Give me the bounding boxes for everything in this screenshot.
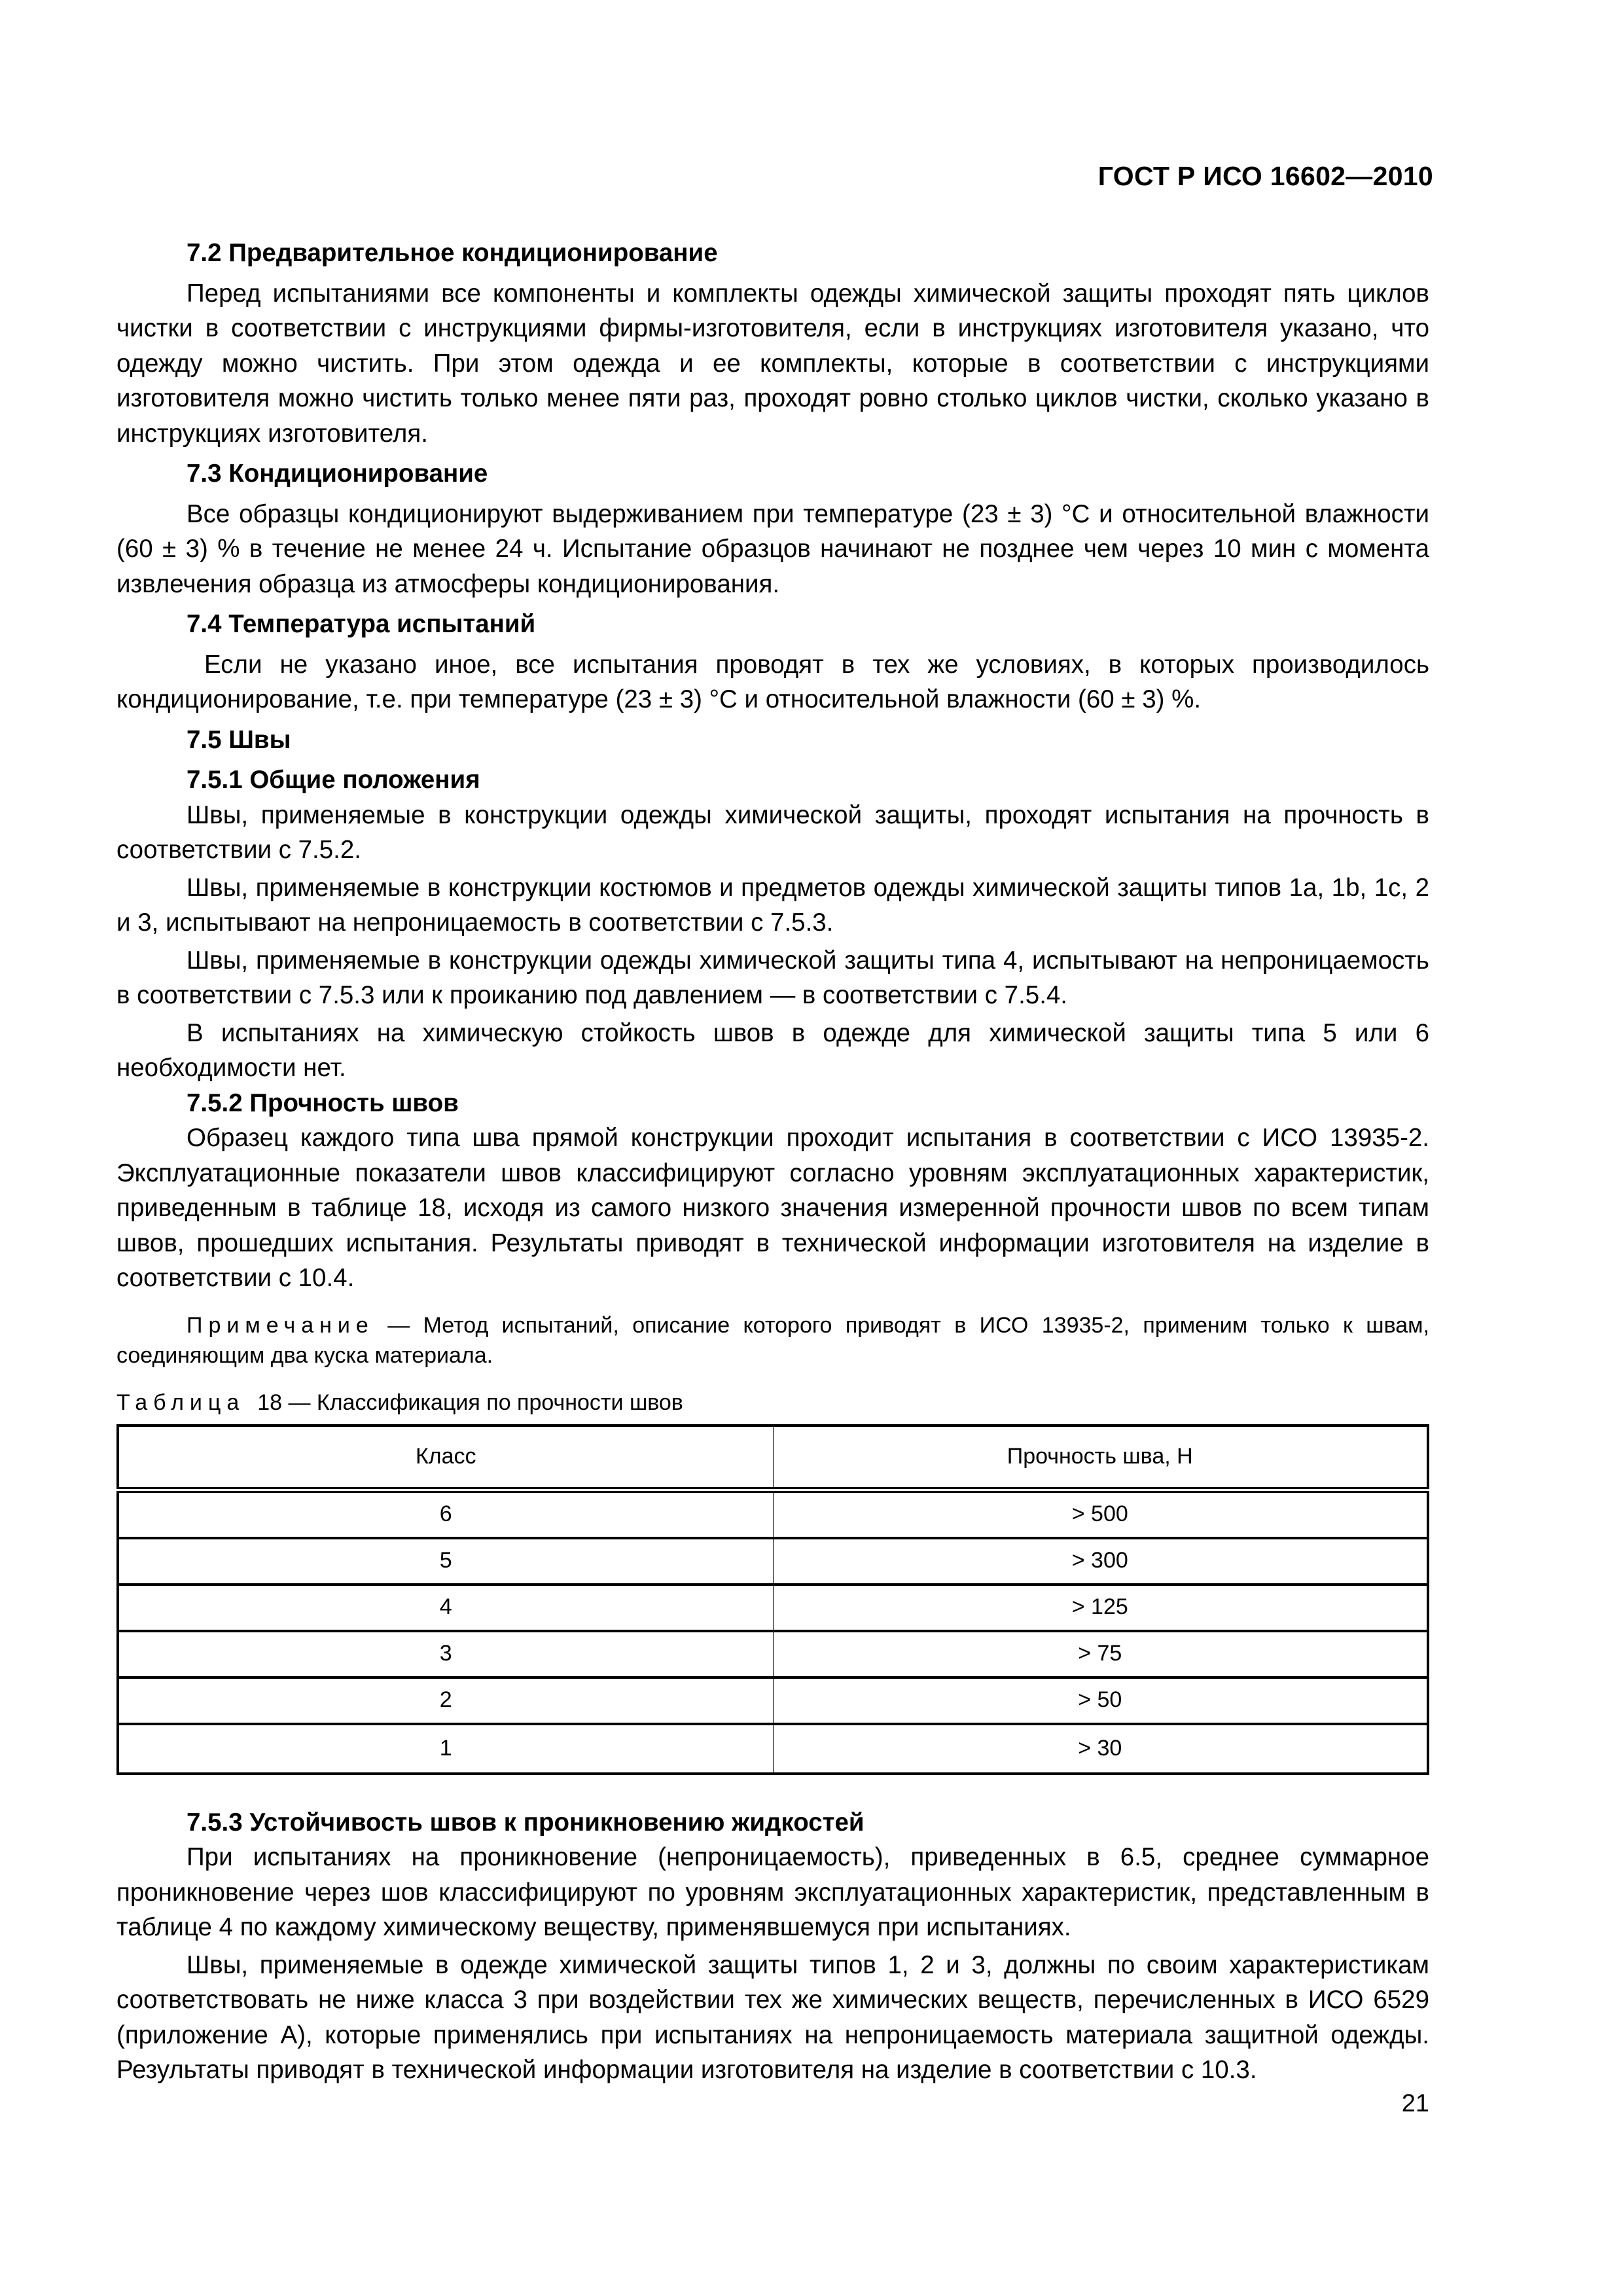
paragraph: Швы, применяемые в конструкции одежды химической защиты, проходят испытания на прочность в соответствии с 7.5.2. bbox=[116, 800, 1429, 864]
table-caption-label: Таблица bbox=[116, 1390, 245, 1415]
table-cell-class: 4 bbox=[118, 1585, 773, 1631]
section-heading-7-5-1: 7.5.1 Общие положения bbox=[187, 766, 480, 794]
table-row bbox=[118, 1677, 1428, 1724]
table-cell-strength: > 300 bbox=[773, 1538, 1428, 1585]
table-cell-strength: > 500 bbox=[773, 1490, 1428, 1538]
table-cell-strength: > 75 bbox=[773, 1631, 1428, 1677]
section-heading-7-3: 7.3 Кондиционирование bbox=[187, 459, 488, 488]
note bbox=[116, 1310, 1429, 1371]
table-cell-class: 5 bbox=[118, 1538, 773, 1585]
seam-strength-table bbox=[116, 1424, 1429, 1775]
spacer bbox=[116, 1775, 1429, 1805]
document-code: ГОСТ Р ИСО 16602—2010 bbox=[1097, 161, 1433, 191]
paragraph: Швы, применяемые в конструкции костюмов и предметов одежды химической защиты типов 1а, 1b, 1с, 2 и 3, испытывают на непроницаемость в соответствии с 7.5.3. bbox=[116, 873, 1429, 937]
table-row bbox=[118, 1631, 1428, 1677]
table-header-row bbox=[118, 1426, 1428, 1490]
table-caption-text: 18 — Классификация по прочности швов bbox=[245, 1390, 683, 1415]
paragraph: Образец каждого типа шва прямой конструкции проходит испытания в соответствии с ИСО 13935-2. Эксплуатационные показатели швов классифицируют согласно уровням эксплуатационных характеристик, приведенным в таблице 18, исходя из самого низкого значения измеренной прочности швов по всем типам швов, прошедших испытания. Результаты приводят в технической информации изготовителя на изделие в соответствии с 10.4. bbox=[116, 1124, 1429, 1292]
table-cell-class: 3 bbox=[118, 1631, 773, 1677]
section-heading-7-5: 7.5 Швы bbox=[187, 725, 291, 754]
paragraph: Швы, применяемые в конструкции одежды химической защиты типа 4, испытывают на непроницаемость в соответствии с 7.5.3 или к проиканию под давлением — в соответствии с 7.5.4. bbox=[116, 946, 1429, 1009]
paragraph: При испытаниях на проникновение (непроницаемость), приведенных в 6.5, среднее суммарное проникновение через шов классифицируют по уровням эксплуатационных характеристик, представленным в таблице 4 по каждому химическому веществу, применявшемуся при испытаниях. bbox=[116, 1843, 1429, 1941]
table-cell-class: 1 bbox=[118, 1724, 773, 1774]
note-label: Примечание bbox=[187, 1312, 374, 1338]
paragraph: Все образцы кондиционируют выдерживанием при температуре (23 ± 3) °С и относительной влажности (60 ± 3) % в течение не менее 24 ч. Испытание образцов начинают не позднее чем через 10 мин с момента извлечения образца из атмосферы кондиционирования. bbox=[116, 499, 1429, 598]
table-row bbox=[118, 1585, 1428, 1631]
column-header-class: Класс bbox=[118, 1426, 773, 1490]
column-header-strength: Прочность шва, Н bbox=[773, 1426, 1428, 1490]
table-row bbox=[118, 1490, 1428, 1538]
paragraph: Перед испытаниями все компоненты и комплекты одежды химической защиты проходят пять циклов чистки в соответствии с инструкциями фирмы-изготовителя, если в инструкциях изготовителя указано, что одежду можно чистить. При этом одежда и ее комплекты, которые в соответствии с инструкциями изготовителя можно чистить только менее пяти раз, проходят ровно столько циклов чистки, сколько указано в инструкциях изготовителя. bbox=[116, 279, 1429, 448]
paragraph: В испытаниях на химическую стойкость швов в одежде для химической защиты типа 5 или 6 необходимости нет. bbox=[116, 1018, 1429, 1082]
table-row bbox=[118, 1724, 1428, 1774]
page-content bbox=[116, 236, 1436, 2088]
section-heading-7-2: 7.2 Предварительное кондиционирование bbox=[187, 239, 718, 267]
note-text: — Метод испытаний, описание которого приводят в ИСО 13935-2, применим только к швам, соединяющим два куска материала. bbox=[116, 1312, 1429, 1368]
page-number: 21 bbox=[1401, 2090, 1429, 2117]
section-heading-7-5-2: 7.5.2 Прочность швов bbox=[187, 1088, 459, 1117]
table-caption bbox=[116, 1388, 1429, 1418]
paragraph: Если не указано иное, все испытания проводят в тех же условиях, в которых производилось кондиционирование, т.е. при температуре (23 ± 3) °С и относительной влажности (60 ± 3) %. bbox=[116, 650, 1436, 713]
section-heading-7-5-3: 7.5.3 Устойчивость швов к проникновению жидкостей bbox=[187, 1808, 865, 1837]
table-cell-class: 6 bbox=[118, 1490, 773, 1538]
table-cell-strength: > 50 bbox=[773, 1677, 1428, 1724]
paragraph: Швы, применяемые в одежде химической защиты типов 1, 2 и 3, должны по своим характеристикам соответствовать не ниже класса 3 при воздействии тех же химических веществ, перечисленных в ИСО 6529 (приложение А), которые применялись при испытаниях на непроницаемость материала защитной одежды. Результаты приводят в технической информации изготовителя на изделие в соответствии с 10.3. bbox=[116, 1950, 1429, 2084]
table-cell-strength: > 30 bbox=[773, 1724, 1428, 1774]
section-heading-7-4: 7.4 Температура испытаний bbox=[187, 610, 536, 638]
table-cell-class: 2 bbox=[118, 1677, 773, 1724]
table-row bbox=[118, 1538, 1428, 1585]
table-cell-strength: > 125 bbox=[773, 1585, 1428, 1631]
